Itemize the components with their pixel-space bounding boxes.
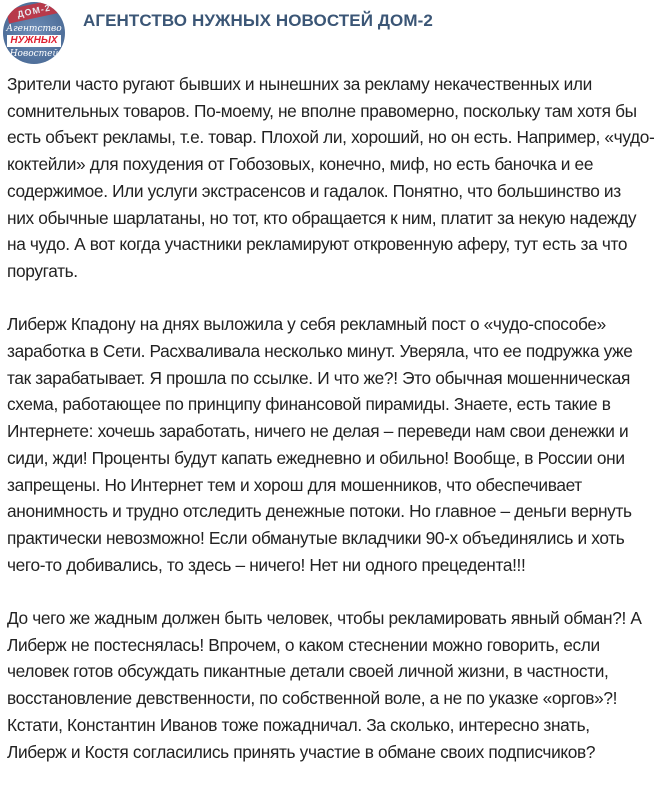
text-line: Интернете: хочешь заработать, ничего не делая – переведи нам свои денежки и bbox=[7, 421, 629, 442]
text-line: До чего же жадным должен быть человек, чтобы рекламировать явный обман?! А bbox=[7, 608, 642, 629]
page-title[interactable]: АГЕНТСТВО НУЖНЫХ НОВОСТЕЙ ДОМ-2 bbox=[83, 11, 433, 30]
text-line: Либерж не постеснялась! Впрочем, о каком стеснении можно говорить, если bbox=[7, 634, 600, 655]
text-line: Кстати, Константин Иванов тоже пожадничал. За сколько, интересно знать, bbox=[7, 714, 590, 735]
text-line: содержимое. Или услуги экстрасенсов и гадалок. Понятно, что большинство из bbox=[7, 180, 621, 201]
text-line: практически невозможно! Если обманутые вкладчики 90-х объединялись и хоть bbox=[7, 527, 625, 548]
text-line: на чудо. А вот когда участники рекламируют откровенную аферу, тут есть за что bbox=[7, 234, 628, 255]
article-body bbox=[7, 71, 667, 792]
text-line: поругать. bbox=[7, 260, 78, 281]
paragraph-2 bbox=[7, 311, 667, 578]
text-line: заработка в Сети. Расхваливала несколько минут. Уверяла, что ее подружка уже bbox=[7, 341, 633, 362]
text-line: восстановление девственности, по собственной воле, а не по указке «оргов»?! bbox=[7, 688, 618, 709]
text-line: анонимность и трудно отследить денежные потоки. Но главное – деньги вернуть bbox=[7, 501, 632, 522]
text-line: Зрители часто ругают бывших и нынешних за рекламу некачественных или bbox=[7, 74, 592, 94]
text-line: есть объект рекламы, т.е. товар. Плохой ли, хороший, но он есть. Например, «чудо- bbox=[7, 127, 655, 148]
text-line: них обычные шарлатаны, но тот, кто обращается к ним, платит за некую надежду bbox=[7, 207, 637, 228]
text-line: сомнительных товаров. По-моему, не вполне правомерно, поскольку там хотя бы bbox=[7, 100, 637, 121]
avatar-dom-label: ДОМ-2 bbox=[6, 2, 62, 23]
text-line: Либерж Кпадону на днях выложила у себя рекламный пост о «чудо-способе» bbox=[7, 314, 606, 335]
avatar-line-3: Новостей bbox=[9, 49, 59, 59]
paragraph-1 bbox=[7, 71, 667, 285]
avatar[interactable] bbox=[3, 2, 65, 64]
avatar-line-1: Агентство bbox=[6, 24, 62, 34]
text-line: коктейли» для похудения от Гобозовых, конечно, миф, но есть баночка и ее bbox=[7, 154, 594, 175]
paragraph-3 bbox=[7, 605, 667, 765]
text-line: человек готов обсуждать пикантные детали своей личной жизни, в частности, bbox=[7, 661, 609, 682]
text-line: схема, работающее по принципу финансовой пирамиды. Знаете, есть такие в bbox=[7, 394, 611, 415]
avatar-line-2: НУЖНЫХ bbox=[7, 35, 61, 47]
text-line: чего-то добивались, то здесь – ничего! Нет ни одного прецедента!!! bbox=[7, 554, 526, 575]
text-line: запрещены. Но Интернет тем и хорош для мошенников, что обеспечивает bbox=[7, 474, 582, 495]
text-line: сиди, жди! Проценты будут капать ежедневно и обильно! Вообще, в России они bbox=[7, 447, 625, 468]
text-line: Либерж и Костя согласились принять участие в обмане своих подписчиков? bbox=[7, 741, 596, 762]
post-header bbox=[0, 0, 670, 70]
text-line: так зарабатывает. Я прошла по ссылке. И что же?! Это обычная мошенническая bbox=[7, 367, 631, 388]
